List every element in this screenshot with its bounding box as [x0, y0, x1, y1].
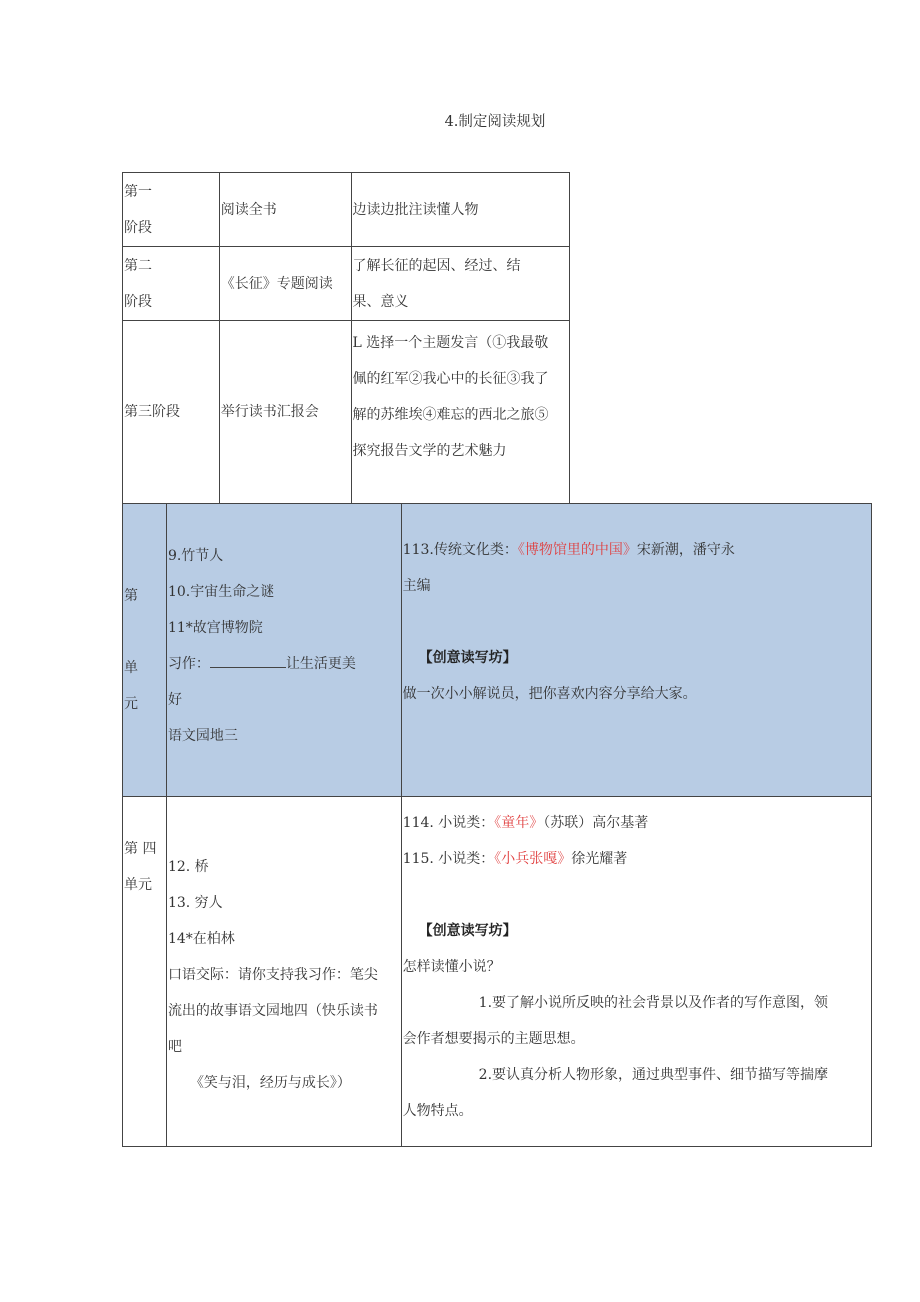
content-cell	[351, 247, 570, 321]
point-text-cont: 人物特点。	[402, 1103, 473, 1119]
unit-label-char: 单元	[124, 877, 152, 893]
point-text: 1.要了解小说所反映的社会背景以及作者的写作意图，领	[478, 995, 829, 1011]
unit4-lessons	[166, 797, 401, 1147]
lesson-item: 12. 桥	[167, 859, 209, 875]
content-line: 佩的红军②我心中的长征③我了	[352, 371, 549, 387]
lesson-item: 11*故宫博物院	[167, 620, 263, 636]
workshop-heading: 【创意读写坊】	[418, 923, 517, 939]
book-author-cont: 主编	[402, 578, 431, 594]
book-author: 徐光耀著	[571, 851, 628, 867]
stage-cell	[123, 173, 220, 247]
content-line: L 选择一个主题发言（①我最敬	[352, 335, 549, 351]
essay-suffix: 让生活更美	[285, 656, 356, 672]
task-cell: 《长征》专题阅读	[219, 247, 351, 321]
book-entry	[403, 805, 871, 841]
content-line: 边读边批注读懂人物	[352, 201, 479, 218]
book-category: 115. 小说类：	[402, 851, 495, 867]
content-line: 了解长征的起因、经过、结	[352, 257, 521, 274]
book-title: 《博物馆里的中国》	[517, 542, 637, 558]
task-cell: 阅读全书	[219, 173, 351, 247]
point-text-cont: 会作者想要揭示的主题思想。	[402, 1031, 585, 1047]
oral-item-cont: 吧	[167, 1039, 182, 1055]
point-text: 2.要认真分析人物形象，通过典型事件、细节描写等揣摩	[478, 1067, 829, 1083]
stage-cell: 第三阶段	[123, 321, 220, 504]
unit4-label	[123, 797, 167, 1147]
unit-label-char: 单	[124, 660, 138, 676]
unit4-reading	[401, 797, 871, 1147]
book-title: 《童年》	[494, 815, 544, 831]
unit4-row	[123, 797, 872, 1147]
lesson-item: 14*在柏林	[167, 931, 235, 947]
lesson-item: 9.竹节人	[167, 548, 224, 564]
unit-label-char: 第	[124, 588, 138, 604]
unit-table	[122, 503, 872, 1147]
page-title: 4.制定阅读规划	[444, 114, 546, 130]
question-text: 怎样读懂小说？	[402, 959, 501, 975]
content-line: 解的苏维埃④难忘的西北之旅⑤	[352, 407, 549, 423]
essay-line	[168, 646, 401, 682]
task-cell: 举行读书汇报会	[219, 321, 351, 504]
book-category: 114. 小说类：	[402, 815, 495, 831]
plan-row-1	[123, 173, 570, 247]
unit3-reading	[401, 504, 871, 797]
content-cell	[351, 173, 570, 247]
book-author: （苏联）高尔基著	[543, 815, 649, 831]
happy-read-item: 《笑与泪，经历与成长》）	[189, 1075, 351, 1091]
unit3-lessons	[166, 504, 401, 797]
lesson-item: 10.宇宙生命之谜	[167, 584, 275, 600]
oral-item: 口语交际：请你支持我习作：笔尖	[167, 967, 378, 983]
content-line: 探究报告文学的艺术魅力	[352, 443, 507, 459]
lesson-item: 13. 穷人	[167, 895, 223, 911]
plan-row-2	[123, 247, 570, 321]
spacer	[403, 604, 871, 640]
unit3-row	[123, 504, 872, 797]
garden-item: 语文园地三	[167, 728, 238, 744]
stage-cell	[123, 247, 220, 321]
book-entry	[403, 841, 871, 877]
stage-label: 第二	[124, 257, 152, 274]
stage-label: 第一	[124, 183, 152, 200]
book-author: 宋新潮，潘守永	[636, 542, 735, 558]
workshop-heading: 【创意读写坊】	[418, 650, 517, 666]
stage-label: 阶段	[124, 219, 152, 236]
essay-line-cont: 好	[167, 692, 182, 708]
unit-label-char: 第 四	[124, 841, 157, 857]
essay-prefix: 习作：	[167, 656, 210, 672]
workshop-text: 做一次小小解说员，把你喜欢内容分享给大家。	[402, 686, 697, 702]
content-cell	[351, 321, 570, 504]
reading-plan-table	[122, 172, 570, 504]
unit3-label	[123, 504, 167, 797]
plan-row-3	[123, 321, 570, 504]
stage-label: 阶段	[124, 293, 152, 310]
oral-item-cont: 流出的故事语文园地四（快乐读书	[167, 1003, 378, 1019]
book-title: 《小兵张嘎》	[494, 851, 572, 867]
book-category: 113.传统文化类：	[402, 542, 518, 558]
content-line: 果、意义	[352, 293, 409, 310]
essay-blank	[210, 653, 286, 668]
unit-label-char: 元	[124, 696, 138, 712]
spacer	[403, 877, 871, 913]
book-entry	[403, 532, 871, 568]
